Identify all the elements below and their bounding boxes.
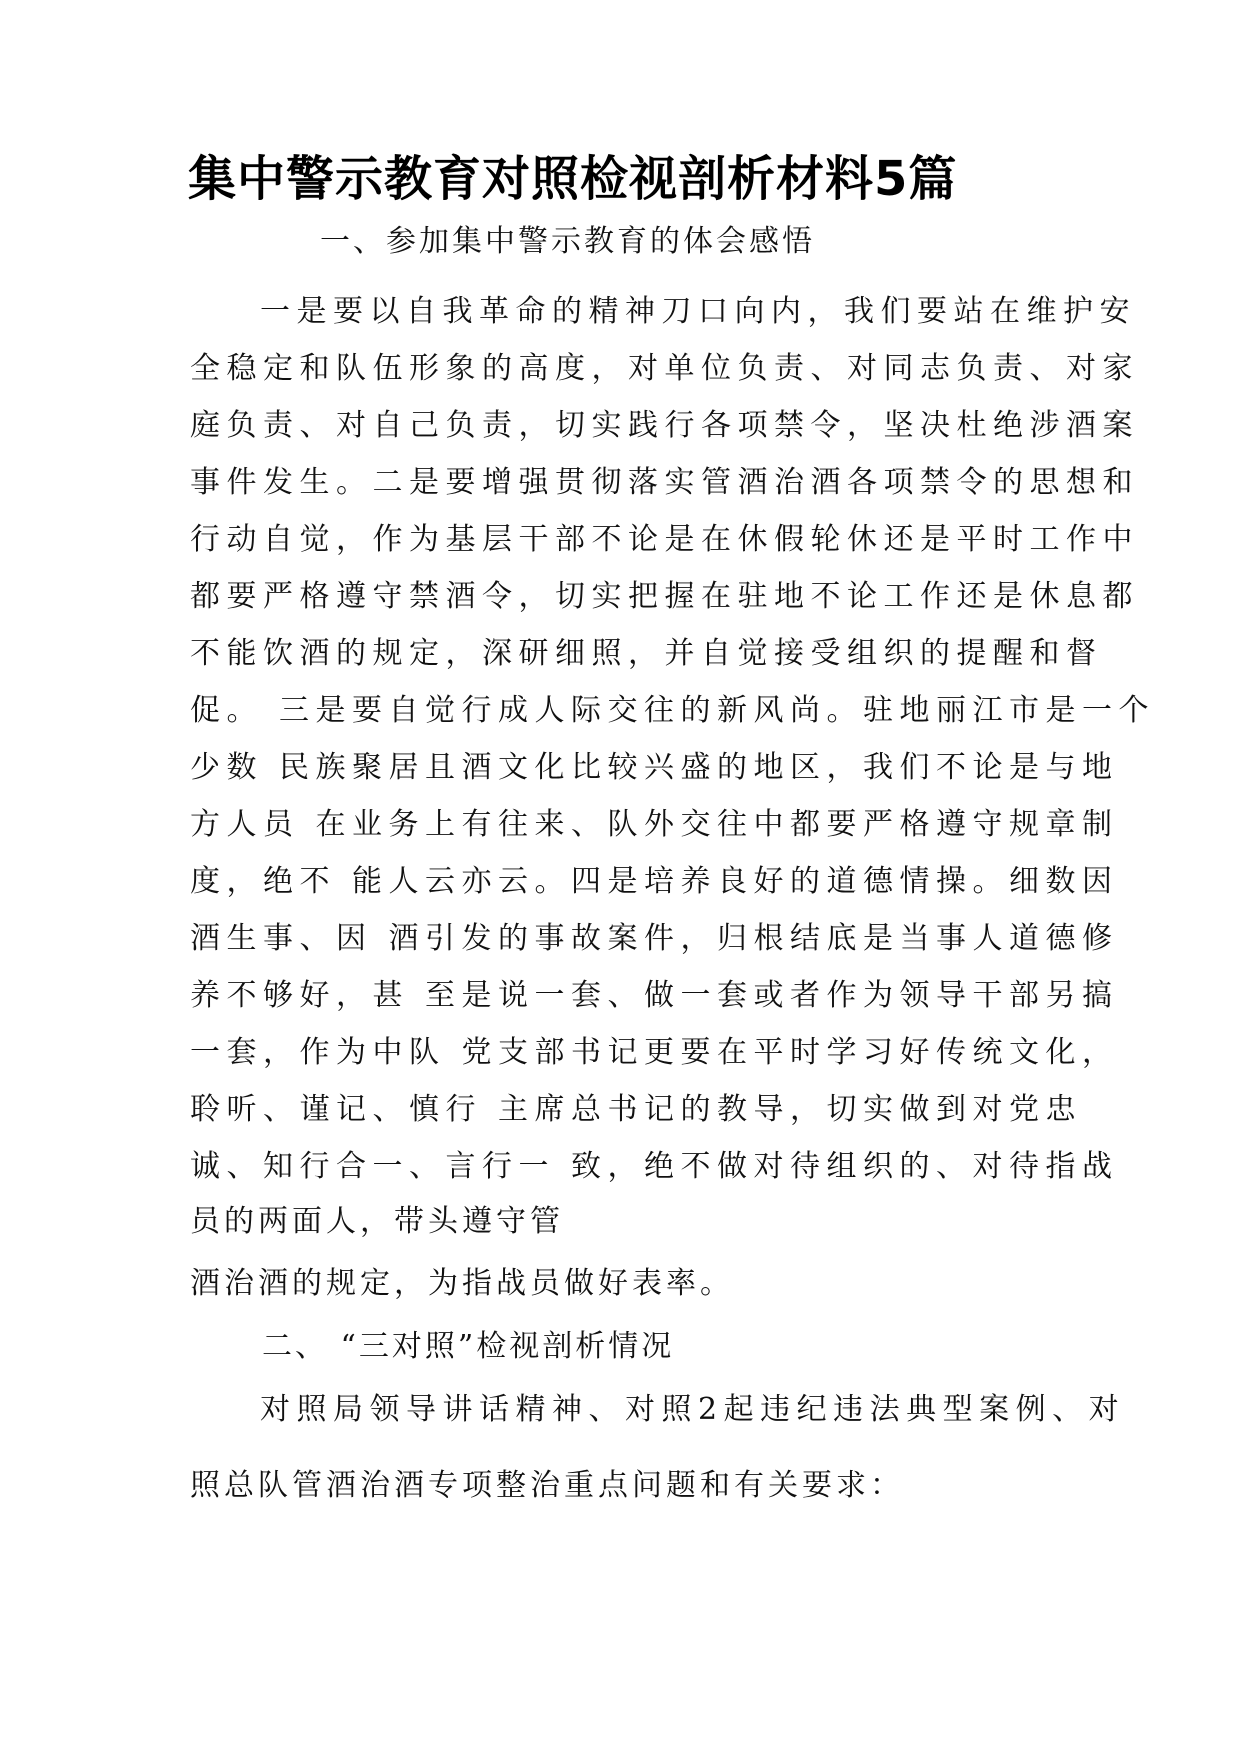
paragraph-line: 少数 民族聚居且酒文化比较兴盛的地区，我们不论是与地 [190, 750, 1119, 785]
paragraph-line: 聆听、谨记、慎行 主席总书记的教导，切实做到对党忠 [190, 1092, 1083, 1127]
paragraph-line: 对照局领导讲话精神、对照2起违纪违法典型案例、对 [260, 1392, 1126, 1427]
section-heading-1: 一、参加集中警示教育的体会感悟 [320, 224, 815, 259]
paragraph-line: 行动自觉，作为基层干部不论是在休假轮休还是平时工作中 [190, 522, 1139, 557]
paragraph-line: 度，绝不 能人云亦云。四是培养良好的道德情操。细数因 [190, 864, 1119, 899]
paragraph-line: 酒治酒的规定，为指战员做好表率。 [190, 1266, 734, 1301]
paragraph-line: 酒生事、因 酒引发的事故案件，归根结底是当事人道德修 [190, 921, 1119, 956]
paragraph-line: 一是要以自我革命的精神刀口向内，我们要站在维护安 [260, 294, 1136, 329]
paragraph-line: 事件发生。二是要增强贯彻落实管酒治酒各项禁令的思想和 [190, 465, 1139, 500]
paragraph-line: 照总队管酒治酒专项整治重点问题和有关要求： [190, 1468, 904, 1503]
paragraph-line: 都要严格遵守禁酒令，切实把握在驻地不论工作还是休息都 [190, 579, 1139, 614]
paragraph-line: 全稳定和队伍形象的高度，对单位负责、对同志负责、对家 [190, 351, 1139, 386]
paragraph-line: 养不够好，甚 至是说一套、做一套或者作为领导干部另搞 [190, 978, 1119, 1013]
paragraph-line: 诚、知行合一、言行一 致，绝不做对待组织的、对待指战 [190, 1149, 1119, 1184]
section-heading-2: 二、 “三对照”检视剖析情况 [262, 1329, 675, 1364]
paragraph-line: 员的两面人，带头遵守管 [190, 1204, 564, 1239]
paragraph-line: 庭负责、对自己负责，切实践行各项禁令，坚决杜绝涉酒案 [190, 408, 1139, 443]
paragraph-line: 一套，作为中队 党支部书记更要在平时学习好传统文化， [190, 1035, 1119, 1070]
paragraph-line: 不能饮酒的规定，深研细照，并自觉接受组织的提醒和督 [190, 636, 1103, 671]
document-title: 集中警示教育对照检视剖析材料5篇 [188, 151, 958, 207]
paragraph-line: 方人员 在业务上有往来、队外交往中都要严格遵守规章制 [190, 807, 1119, 842]
paragraph-line: 促。 三是要自觉行成人际交往的新风尚。驻地丽江市是一个 [190, 693, 1156, 728]
